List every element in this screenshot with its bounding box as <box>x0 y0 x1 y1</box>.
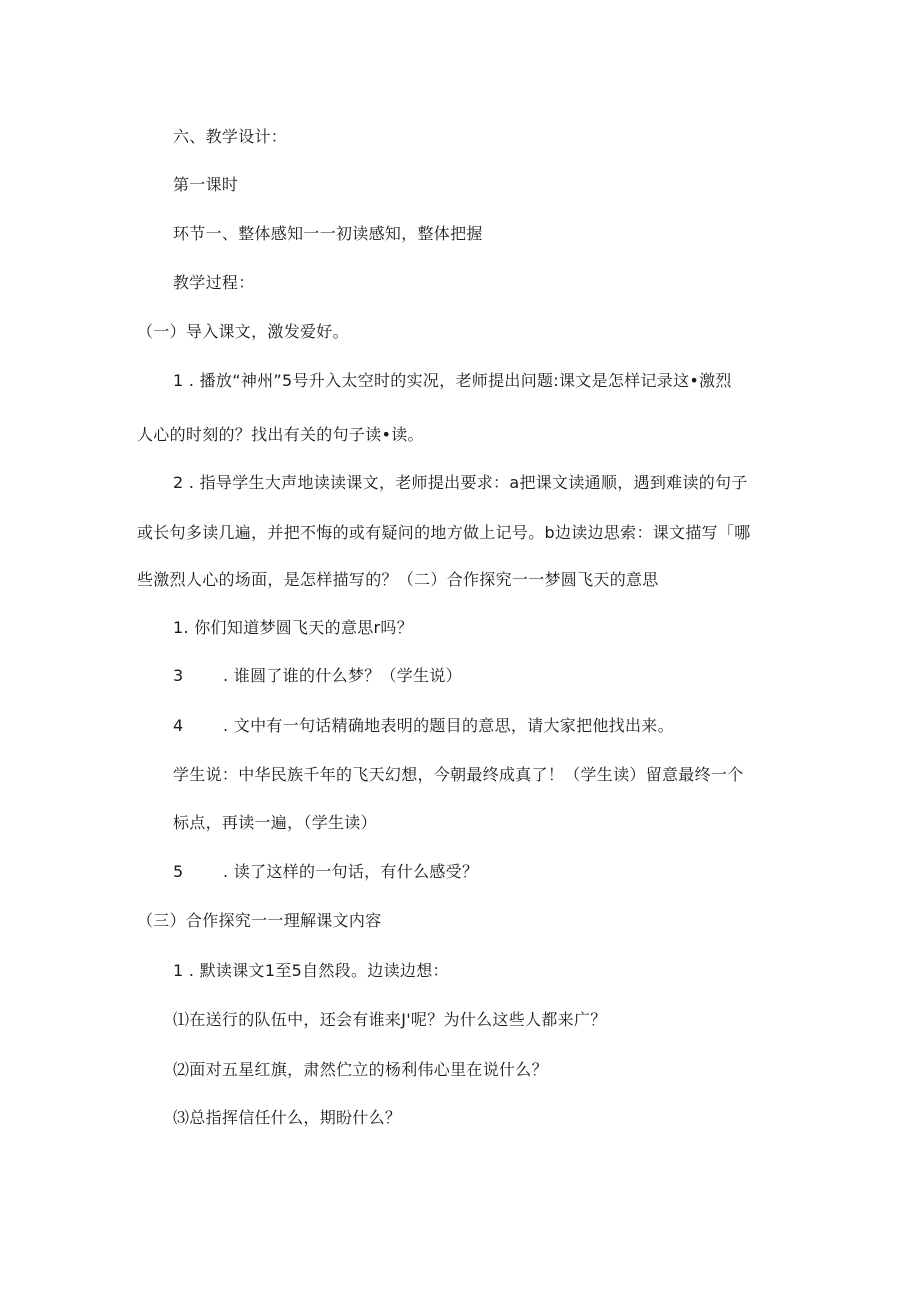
sub-question-3: ⑶总指挥信任什么，期盼什么？ <box>173 1108 402 1127</box>
heading-section1: 环节一、整体感知一一初读感知，整体把握 <box>173 224 483 243</box>
question-4-number: 4 <box>173 716 184 735</box>
student-line1: 学生说：中华民族千年的飞天幻想，今朝最终成真了！（学生读）留意最终一个 <box>173 765 744 784</box>
student-line2: 标点，再读一遍，（学生读） <box>173 813 377 832</box>
part3-title: （三）合作探究一一理解课文内容 <box>137 911 382 930</box>
question-5 <box>173 862 478 882</box>
reading-task-1: 1 . 默读课文1至5自然段。边读边想： <box>173 961 449 980</box>
sub-question-1: ⑴在送行的队伍中，还会有谁来J'呢？为什么这些人都来广？ <box>173 1010 607 1029</box>
p1-line2: 人心的时刻的？找出有关的句子读•读。 <box>137 425 424 444</box>
question-3 <box>173 666 462 686</box>
p1-line1: 1 . 播放“神州”5号升入太空时的实况，老师提出问题:课文是怎样记录这•激烈 <box>173 371 732 390</box>
sub-question-2: ⑵面对五星红旗，肃然伫立的杨利伟心里在说什么？ <box>173 1060 548 1079</box>
p2-line2: 或长句多读几遍，并把不悔的或有疑问的地方做上记号。b边读边思索：课文描写「哪 <box>137 523 751 542</box>
question-5-number: 5 <box>173 862 184 881</box>
heading-lesson: 第一课时 <box>173 175 239 194</box>
heading-process: 教学过程： <box>173 273 255 292</box>
question-4 <box>173 716 674 736</box>
question-3-number: 3 <box>173 666 184 685</box>
question-1: 1. 你们知道梦圆飞天的意思r吗？ <box>173 618 414 637</box>
question-5-text: . 读了这样的一句话，有什么感受？ <box>223 862 479 881</box>
question-4-text: . 文中有一句话精确地表明的题目的意思，请大家把他找出来。 <box>223 716 674 735</box>
part1-title: （一）导入课文，激发爱好。 <box>137 322 349 341</box>
p2-line1: 2 . 指导学生大声地读读课文，老师提出要求：a把课文读通顺，遇到难读的句子 <box>173 473 748 492</box>
question-3-text: . 谁圆了谁的什么梦？（学生说） <box>223 666 462 685</box>
p2-line3: 些激烈人心的场面，是怎样描写的？（二）合作探究一一梦圆飞天的意思 <box>137 570 659 589</box>
heading-design: 六、教学设计： <box>173 127 288 146</box>
